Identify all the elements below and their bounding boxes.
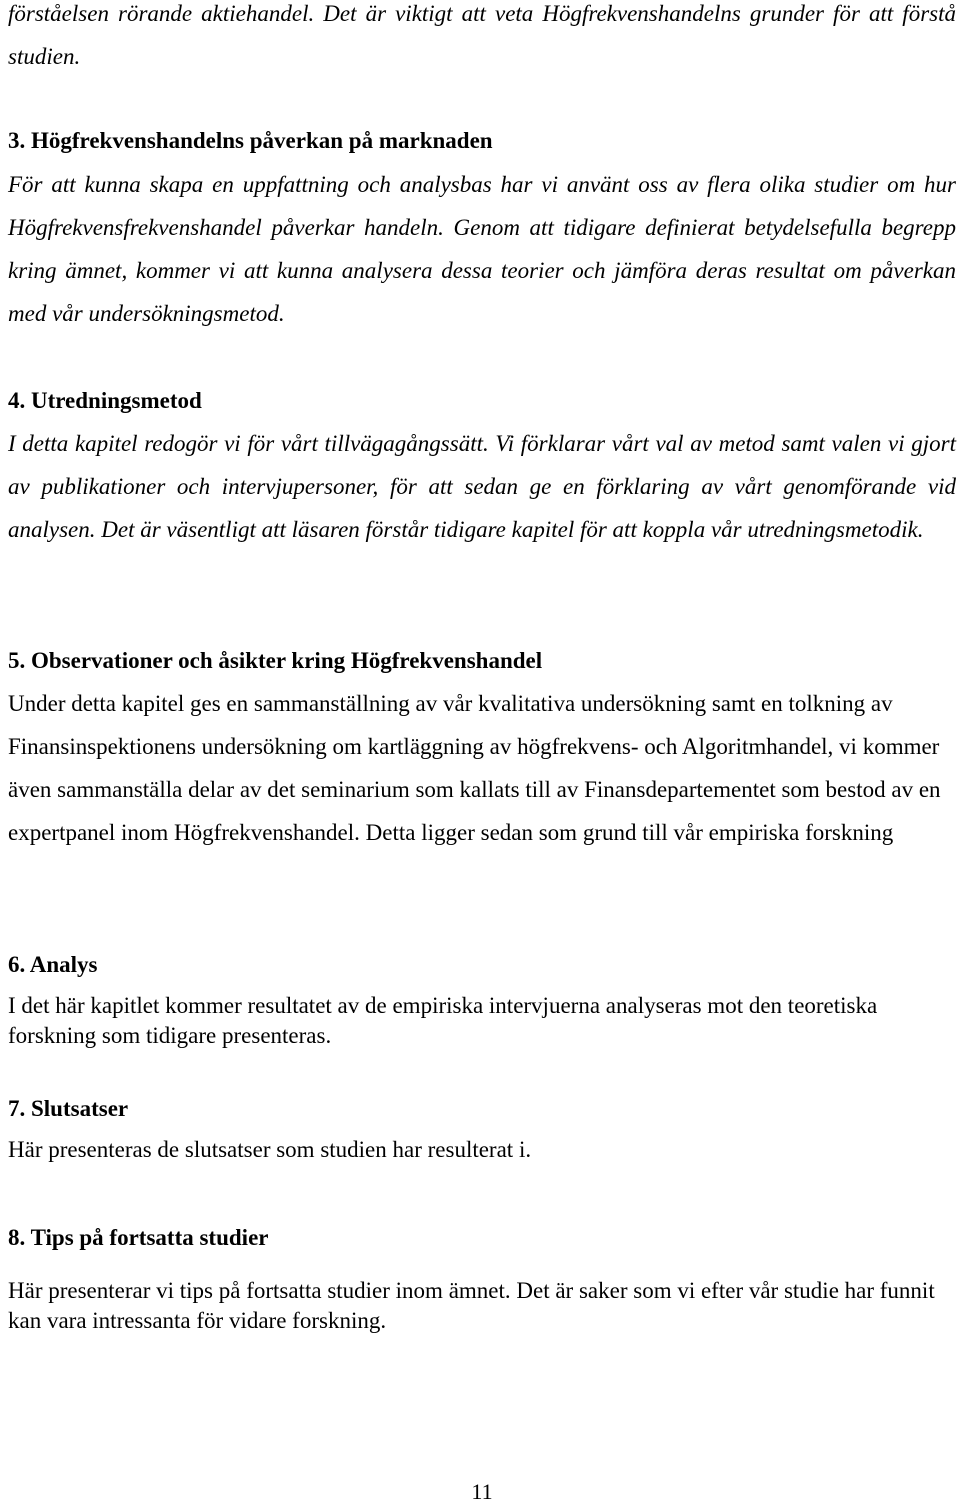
section-4 [8, 387, 956, 415]
section-heading: 6. Analys [8, 952, 98, 977]
section-5-body-block [8, 682, 956, 854]
intro-paragraph: förståelsen rörande aktiehandel. Det är viktigt att veta Högfrekvenshandelns grunder för att förstå studien. [8, 1, 956, 69]
section-heading: 5. Observationer och åsikter kring Högfrekvenshandel [8, 648, 543, 673]
page-number: 11 [471, 1479, 493, 1504]
section-6-body-block [8, 991, 956, 1051]
section-6 [8, 951, 956, 979]
section-paragraph: Här presenterar vi tips på fortsatta studier inom ämnet. Det är saker som vi efter vår studie har funnit kan vara intressanta för vidare forskning. [8, 1278, 935, 1333]
section-heading: 4. Utredningsmetod [8, 388, 202, 413]
section-heading: 3. Högfrekvenshandelns påverkan på marknaden [8, 128, 493, 153]
section-paragraph: Under detta kapitel ges en sammanställning av vår kvalitativa undersökning samt en tolkning av Finansinspektionens undersökning om kartläggning av högfrekvens- och Algoritmhandel, vi kommer även sammanställa delar av det seminarium som kallats till av Finansdepartementet som bestod av en expertpanel inom Högfrekvenshandel. Detta ligger sedan som grund till vår empiriska forskning [8, 691, 941, 845]
document-page [8, 0, 956, 1502]
section-3-body-block [8, 163, 956, 335]
section-paragraph: I det här kapitlet kommer resultatet av de empiriska intervjuerna analyseras mot den teoretiska forskning som tidigare presenteras. [8, 993, 878, 1048]
intro-paragraph-block [8, 0, 956, 78]
section-paragraph: Här presenteras de slutsatser som studien har resulterat i. [8, 1137, 532, 1162]
section-heading: 7. Slutsatser [8, 1096, 129, 1121]
section-7-body-block [8, 1135, 956, 1165]
section-7 [8, 1095, 956, 1123]
section-5 [8, 647, 956, 675]
section-8-body-block [8, 1276, 956, 1336]
section-8 [8, 1224, 956, 1252]
section-paragraph: För att kunna skapa en uppfattning och analysbas har vi använt oss av flera olika studier om hur Högfrekvensfrekvenshandel påverkar handeln. Genom att tidigare definierat betydelsefulla begrepp kring ämnet, kommer vi att kunna analysera dessa teorier och jämföra deras resultat om påverkan med vår undersökningsmetod. [8, 172, 956, 326]
section-paragraph: I detta kapitel redogör vi för vårt tillvägagångssätt. Vi förklarar vårt val av metod samt valen vi gjort av publikationer och intervjupersoner, för att sedan ge en förklaring av vårt genomförande vid analysen. Det är väsentligt att läsaren förstår tidigare kapitel för att koppla vår utredningsmetodik. [8, 431, 956, 542]
section-3 [8, 127, 956, 155]
section-heading: 8. Tips på fortsatta studier [8, 1225, 269, 1250]
section-4-body-block [8, 422, 956, 551]
